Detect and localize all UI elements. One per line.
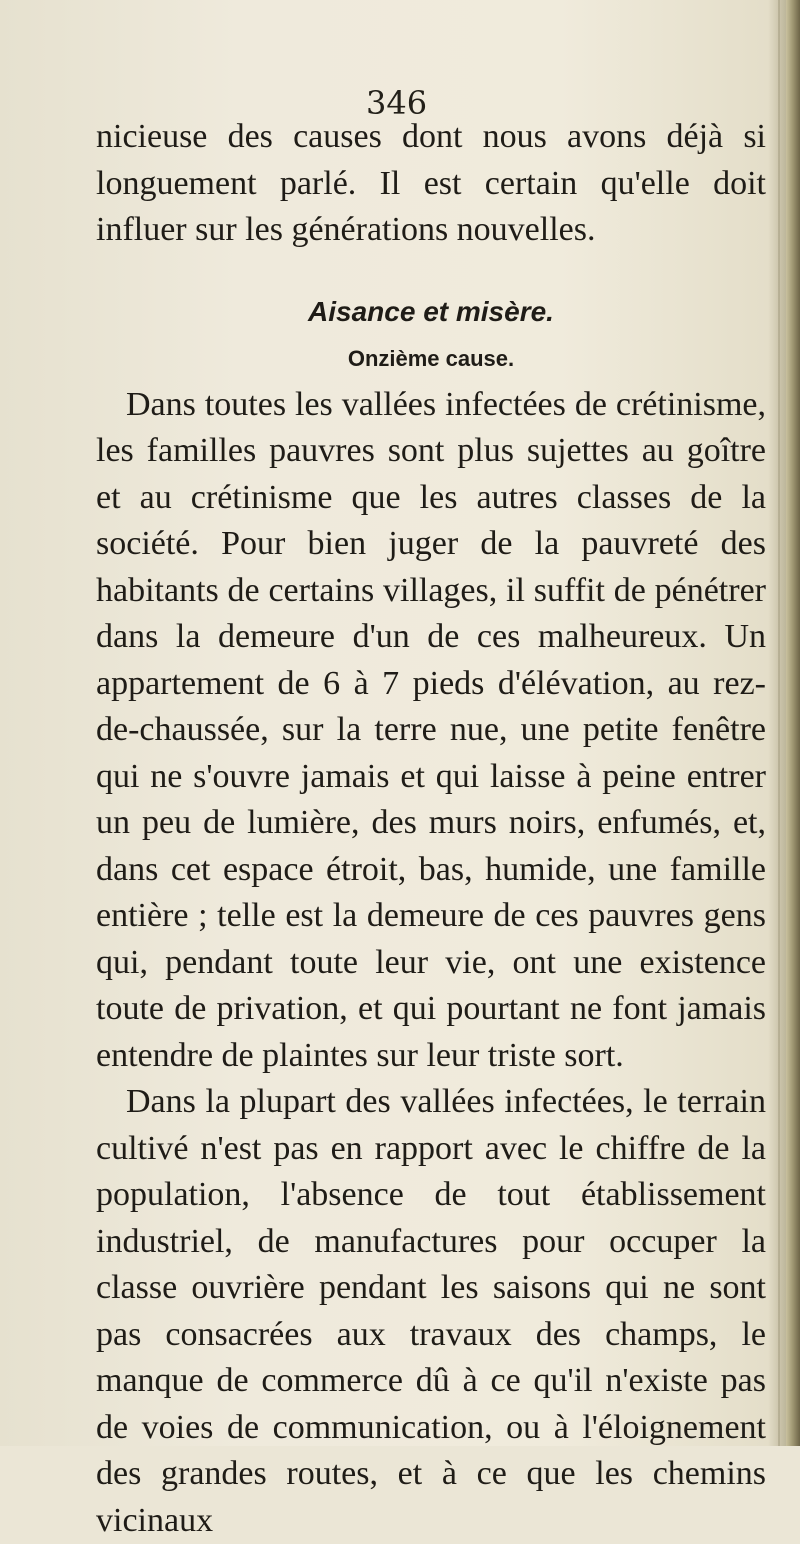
paragraph: Dans la plupart des vallées infectées, le terrain cultivé n'est pas en rapport avec le chiffre de la population, l'absence de tout établissement industriel, de manufactures pour occuper la classe ouvrière pendant les saisons qui ne sont pas consacrées aux travaux des champs, le manque de commerce dû à ce qu'il n'existe pas de voies de communication, ou à l'éloignement des grandes routes, et à ce que les chemins vicinaux bbox=[96, 1083, 766, 1539]
page-binding-edge bbox=[786, 0, 800, 1446]
page-crease bbox=[778, 0, 780, 1446]
paragraph: Dans toutes les vallées infectées de crétinisme, les familles pauvres sont plus sujettes au goître et au crétinisme que les autres classes de la société. Pour bien juger de la pauvreté des habitants de certains villages, il suffit de pénétrer dans la demeure d'un de ces malheureux. Un appartement de 6 à 7 pieds d'élévation, au rez-de-chaussée, sur la terre nue, une petite fenêtre qui ne s'ouvre jamais et qui laisse à peine entrer un peu de lumière, des murs noirs, enfumés, et, dans cet espace étroit, bas, humide, une famille entière ; telle est la demeure de ces pauvres gens qui, pendant toute leur vie, ont une existence toute de privation, et qui pourtant ne font jamais entendre de plaintes sur leur triste sort. bbox=[96, 385, 766, 1074]
section-title: Aisance et misère. bbox=[308, 295, 554, 327]
page-text bbox=[96, 114, 766, 1544]
section-subtitle: Onzième cause. bbox=[347, 345, 515, 371]
page-number: 346 bbox=[366, 84, 428, 122]
paragraph-continuation: nicieuse des causes dont nous avons déjà si longuement parlé. Il est certain qu'elle doit influer sur les générations nouvelles. bbox=[96, 118, 766, 248]
